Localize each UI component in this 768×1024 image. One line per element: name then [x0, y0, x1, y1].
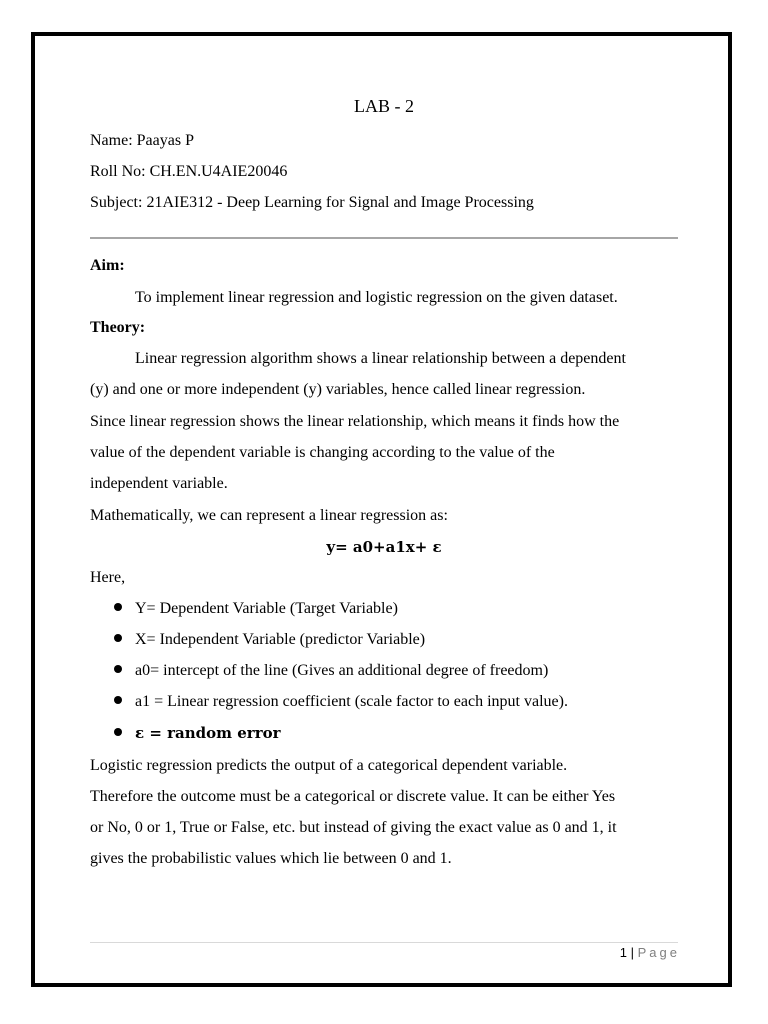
list-item-text: Y= Dependent Variable (Target Variable): [135, 600, 398, 617]
theory-line: Mathematically, we can represent a linear regression as:: [90, 507, 448, 524]
horizontal-divider: [90, 237, 678, 239]
logistic-line: Therefore the outcome must be a categorical or discrete value. It can be either Yes: [90, 788, 616, 805]
bullet-icon: [114, 665, 122, 673]
theory-heading: Theory:: [90, 319, 146, 336]
list-item: [114, 599, 398, 619]
page-label: Page: [637, 945, 680, 960]
list-item-text: X= Independent Variable (predictor Variable): [135, 631, 426, 648]
logistic-line: Logistic regression predicts the output of a categorical dependent variable.: [90, 757, 568, 774]
list-item-text: ε = random error: [135, 724, 281, 742]
theory-line: independent variable.: [90, 475, 228, 492]
regression-equation: y= a0+a1x+ ε: [326, 538, 442, 556]
aim-text: To implement linear regression and logistic regression on the given dataset.: [135, 289, 618, 306]
theory-line: (y) and one or more independent (y) variables, hence called linear regression.: [90, 381, 586, 398]
list-item-text: a1 = Linear regression coefficient (scale factor to each input value).: [135, 693, 568, 710]
bullet-icon: [114, 634, 122, 642]
theory-line: Linear regression algorithm shows a linear relationship between a dependent: [135, 350, 626, 367]
page-footer: [620, 944, 680, 962]
subject-line: Subject: 21AIE312 - Deep Learning for Signal and Image Processing: [90, 194, 534, 211]
bullet-icon: [114, 728, 122, 736]
list-item: [114, 723, 281, 743]
list-item: [114, 661, 548, 681]
here-label: Here,: [90, 569, 126, 586]
list-item: [114, 692, 568, 712]
document-title: LAB - 2: [354, 96, 414, 116]
page-number: 1: [619, 945, 628, 960]
footer-separator: |: [627, 945, 638, 960]
list-item: [114, 630, 425, 650]
aim-heading: Aim:: [90, 257, 125, 274]
list-item-text: a0= intercept of the line (Gives an additional degree of freedom): [135, 662, 549, 679]
logistic-line: or No, 0 or 1, True or False, etc. but instead of giving the exact value as 0 and 1, it: [90, 819, 617, 836]
logistic-line: gives the probabilistic values which lie between 0 and 1.: [90, 850, 452, 867]
name-line: Name: Paayas P: [90, 132, 194, 149]
roll-number-line: Roll No: CH.EN.U4AIE20046: [90, 163, 288, 180]
theory-line: Since linear regression shows the linear relationship, which means it finds how the: [90, 413, 620, 430]
theory-line: value of the dependent variable is changing according to the value of the: [90, 444, 555, 461]
footer-divider: [90, 942, 678, 943]
bullet-icon: [114, 603, 122, 611]
bullet-icon: [114, 696, 122, 704]
